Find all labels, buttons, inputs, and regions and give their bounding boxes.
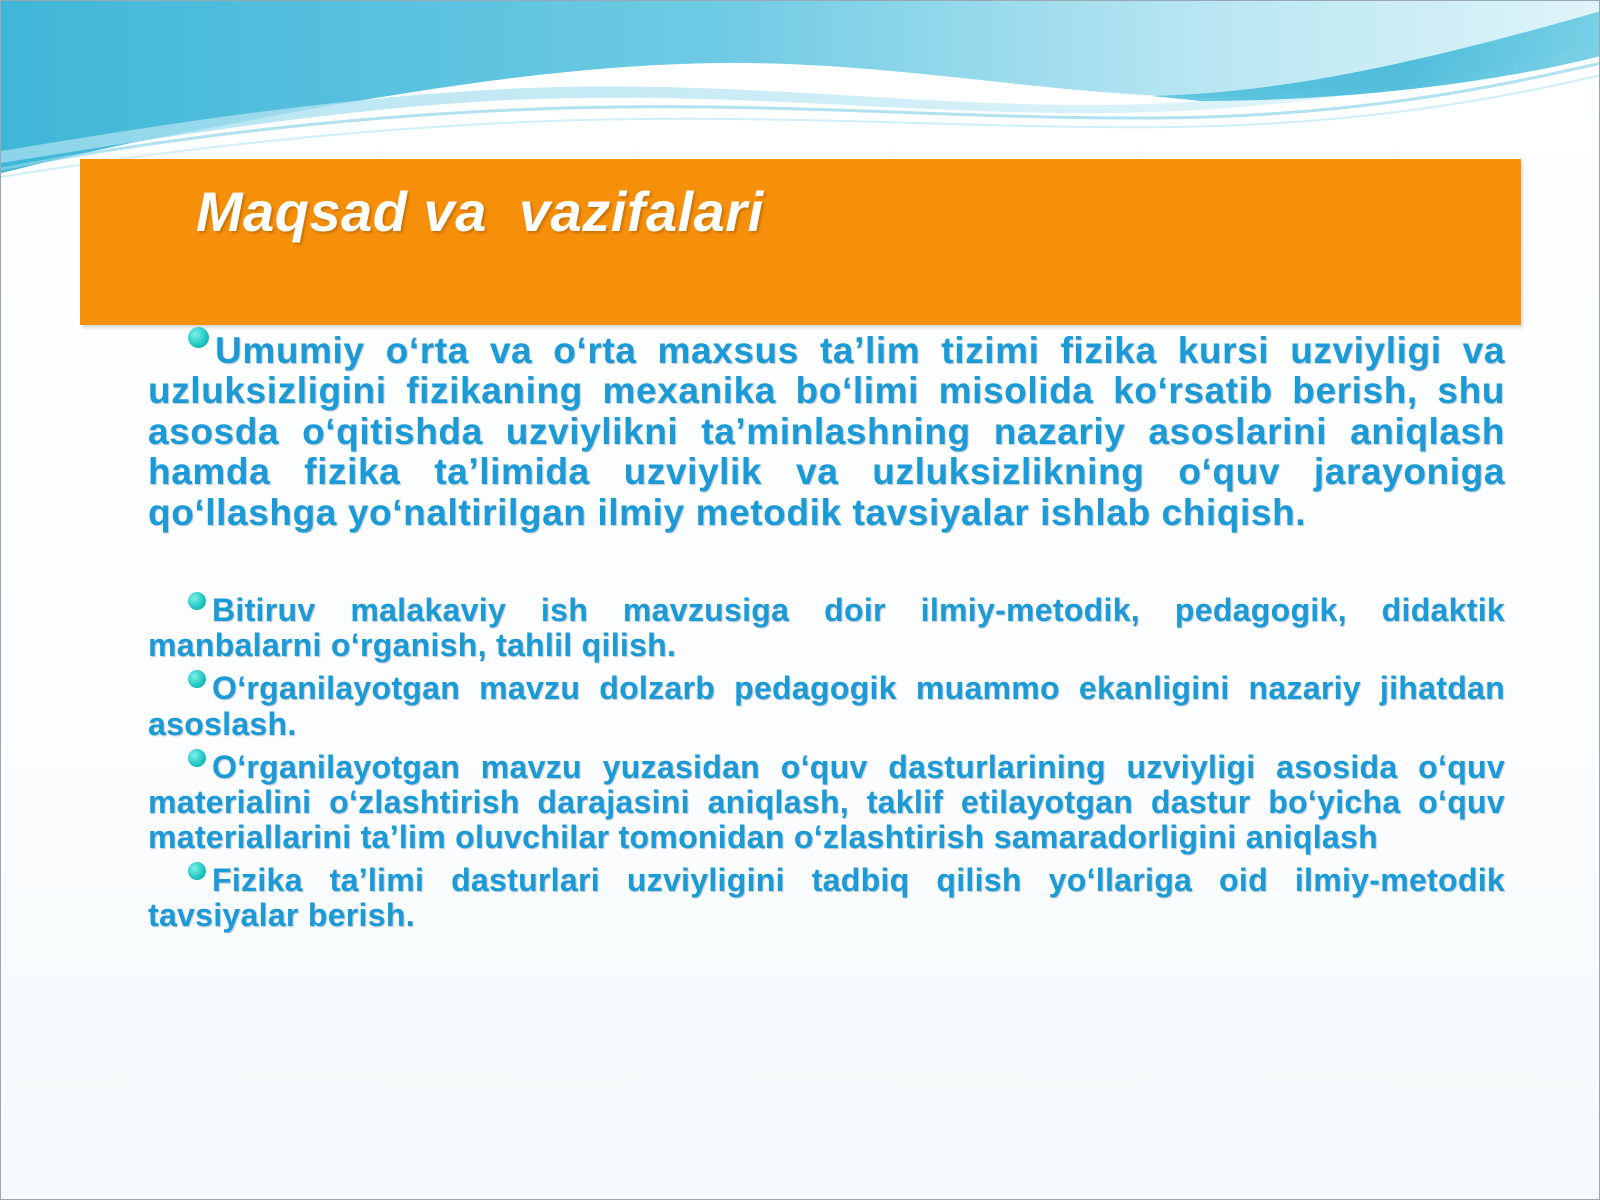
bullet-icon <box>188 670 206 688</box>
bullet-icon <box>188 592 206 610</box>
task-item <box>148 749 1505 855</box>
task-text: O‘rganilayotgan mavzu yuzasidan o‘quv dasturlarining uzviyligi asosida o‘quv materialini o‘zlashtirish darajasini aniqlash, taklif etilayotgan dastur bo‘yicha o‘quv materiallarini ta’lim oluvchilar tomonidan o‘zlashtirish samaradorligini aniqlash <box>148 748 1505 855</box>
main-goal-text: Umumiy o‘rta va o‘rta maxsus ta’lim tizimi fizika kursi uzviyligi va uzluksizligini fizikaning mexanika bo‘limi misolida ko‘rsatib berish, shu asosda o‘qitishda uzviylikni ta’minlashning nazariy asoslarini aniqlash hamda fizika ta’limida uzviylik va uzluksizlikning o‘quv jarayoniga qo‘llashga yo‘naltirilgan ilmiy metodik tavsiyalar ishlab chiqish. <box>148 329 1505 533</box>
bullet-icon <box>188 327 209 348</box>
main-goal-item <box>148 327 1505 533</box>
slide-title: Maqsad va vazifalari <box>196 180 764 243</box>
task-item <box>148 592 1505 663</box>
task-item <box>148 862 1505 933</box>
task-text: O‘rganilayotgan mavzu dolzarb pedagogik muammo ekanligini nazariy jihatdan asoslash. <box>148 670 1505 742</box>
spacer <box>148 533 1505 585</box>
task-text: Fizika ta’limi dasturlari uzviyligini tadbiq qilish yo‘llariga oid ilmiy-metodik tavsiyalar berish. <box>148 862 1505 934</box>
bullet-icon <box>188 749 206 767</box>
task-text: Bitiruv malakaviy ish mavzusiga doir ilmiy-metodik, pedagogik, didaktik manbalarni o‘rganish, tahlil qilish. <box>148 592 1505 664</box>
bullet-icon <box>188 862 206 880</box>
slide-content <box>148 327 1505 933</box>
task-item <box>148 670 1505 741</box>
